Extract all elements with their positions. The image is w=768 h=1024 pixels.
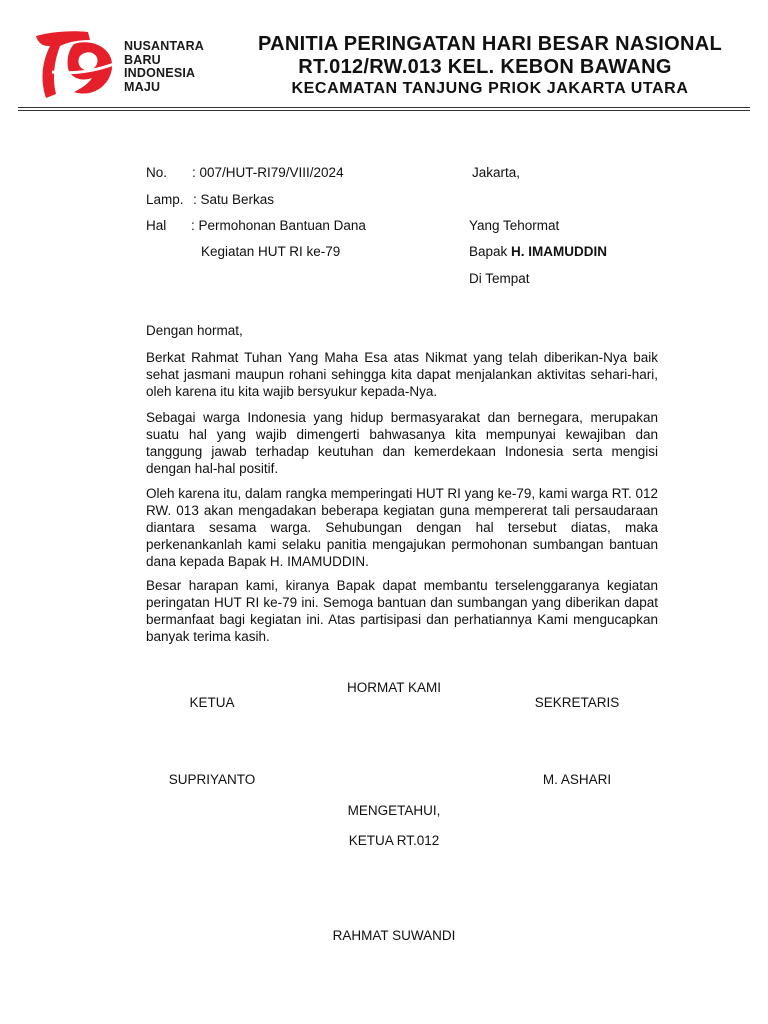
letterhead-subtitle: RT.012/RW.013 KEL. KEBON BAWANG	[298, 56, 672, 78]
sekretaris-name: M. ASHARI	[542, 772, 612, 787]
acknowledged-label: MENGETAHUI,	[347, 803, 441, 818]
greeting: Dengan hormat,	[146, 323, 243, 338]
logo-line-1: NUSANTARA	[124, 39, 205, 53]
ketua-name: SUPRIYANTO	[168, 772, 256, 787]
paragraph-1: Berkat Rahmat Tuhan Yang Maha Esa atas Nikmat yang telah diberikan-Nya baik sehat jasmani maupun rohani sehingga kita dapat menjalankan aktivitas sehari-hari, oleh karena itu kita wajib bersyukur kepada-Nya.	[146, 350, 658, 399]
paragraph-4: Besar harapan kami, kiranya Bapak dapat membantu terselenggaranya kegiatan peringatan HUT RI ke-79 ini. Semoga bantuan dan sumbangan yang diberikan dapat bermanfaat bagi kegiatan ini. Atas partisipasi dan perhatiannya Kami mengucapkan banyak terima kasih.	[146, 578, 658, 644]
recipient-prefix: Bapak	[469, 244, 512, 259]
header-rule-top	[18, 107, 750, 108]
subject-value: : Permohonan Bantuan Dana	[191, 218, 366, 233]
closing-hormat: HORMAT KAMI	[346, 680, 441, 695]
subject-label: Hal	[146, 218, 167, 233]
recipient-name-bold: H. IMAMUDDIN	[511, 244, 608, 259]
paragraph-2: Sebagai warga Indonesia yang hidup bermasyarakat dan bernegara, merupakan suatu hal yang wajib dimengerti bahwasanya kita mempunyai kewajiban dan tanggung jawab terhadap keutuhan dan kemerdekaan Indonesia serta mengisi dengan hal-hal positif.	[146, 410, 658, 476]
logo-line-2: BARU	[124, 52, 161, 67]
rt-title: KETUA RT.012	[348, 833, 440, 848]
sekretaris-title: SEKRETARIS	[534, 695, 620, 710]
subject-value-line2: Kegiatan HUT RI ke-79	[201, 244, 341, 259]
attachment-label: Lamp.	[146, 192, 184, 207]
number-label: No.	[146, 165, 168, 180]
hut-ri-79-logo	[30, 28, 120, 102]
logo-line-4: MAJU	[124, 79, 161, 94]
ketua-title: KETUA	[189, 695, 235, 710]
header-rule-bottom	[18, 110, 750, 111]
letterhead-title: PANITIA PERINGATAN HARI BESAR NASIONAL	[258, 33, 722, 55]
rt-name: RAHMAT SUWANDI	[332, 928, 456, 943]
number-value: : 007/HUT-RI79/VIII/2024	[192, 165, 344, 180]
attachment-value: : Satu Berkas	[193, 192, 275, 207]
letterhead-district: KECAMATAN TANJUNG PRIOK JAKARTA UTARA	[291, 80, 689, 97]
recipient-location: Di Tempat	[469, 271, 530, 286]
recipient-salutation: Yang Tehormat	[469, 218, 560, 233]
recipient-name	[469, 244, 607, 259]
place-date: Jakarta,	[472, 165, 521, 180]
logo-wordmark	[124, 40, 204, 94]
logo-line-3: INDONESIA	[124, 66, 196, 80]
paragraph-3: Oleh karena itu, dalam rangka memperingati HUT RI yang ke-79, kami warga RT. 012 RW. 013 akan mengadakan beberapa kegiatan guna mempererat tali persaudaraan diantara sesama warga. Sehubungan dengan hal tersebut diatas, maka perkenankanlah kami selaku panitia mengajukan permohonan sumbangan bantuan dana kepada Bapak H. IMAMUDDIN.	[146, 486, 658, 569]
